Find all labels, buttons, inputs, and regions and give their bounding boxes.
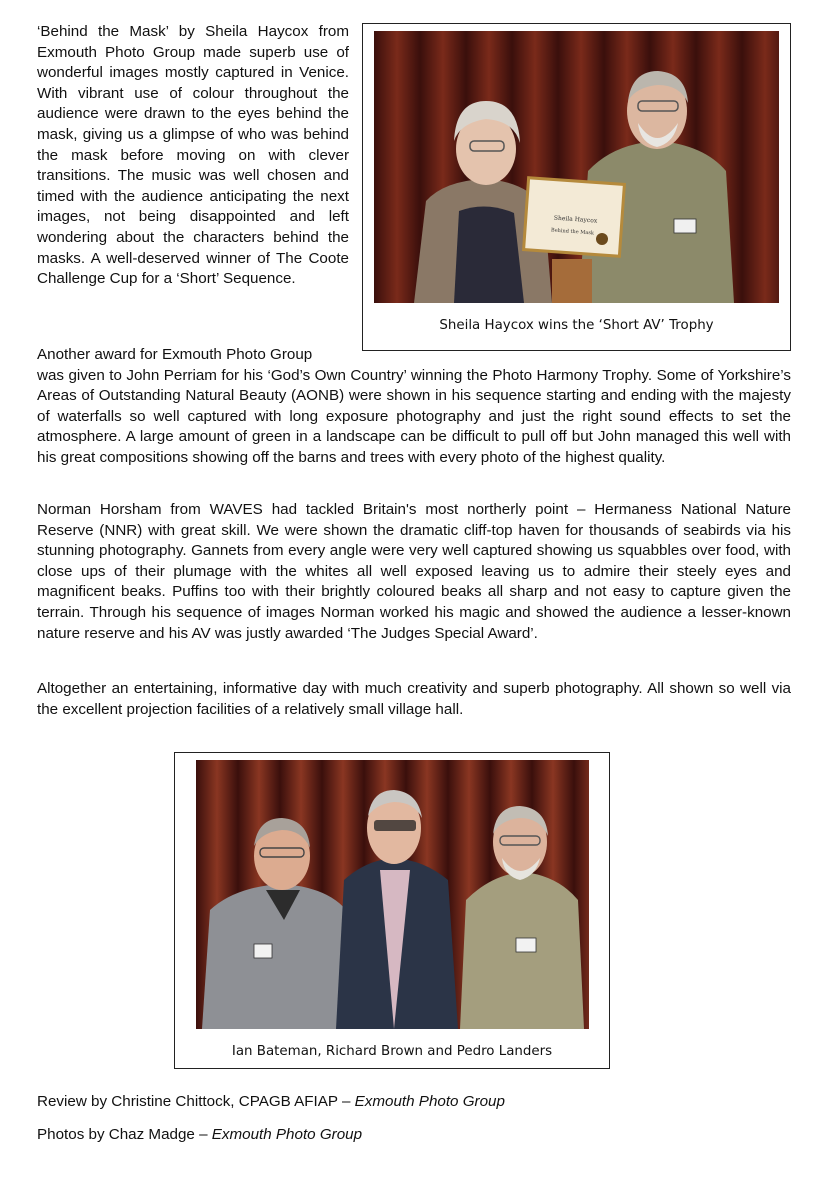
photo-illustration: [374, 31, 779, 303]
photo-credit-text: Photos by Chaz Madge –: [37, 1126, 212, 1143]
figure-caption-2: Ian Bateman, Richard Brown and Pedro Landers: [231, 1044, 553, 1059]
paragraph-gods-own-country: [37, 345, 791, 469]
review-credit-text: Review by Christine Chittock, CPAGB AFIAP –: [37, 1093, 355, 1110]
certificate-title: Behind the Mask: [550, 227, 595, 237]
figure-sheila-haycox: [362, 23, 791, 351]
trophy-base: [552, 259, 592, 303]
paragraph-lead-line: Another award for Exmouth Photo Group: [37, 346, 313, 363]
figure-group-photo: [174, 752, 610, 1069]
certificate-name: Sheila Haycox: [553, 214, 598, 225]
paragraph-conclusion: Altogether an entertaining, informative day with much creativity and superb photography. All shown so well via the excellent projection facilities of a relatively small village hall.: [37, 680, 791, 718]
photo-trophy-presentation: [374, 31, 779, 303]
review-credit: [37, 1093, 505, 1110]
paragraph-hermaness: Norman Horsham from WAVES had tackled Britain's most northerly point – Hermaness National Nature Reserve (NNR) with great skill. We were shown the dramatic cliff-top haven for thousands of seabirds via his stunning photography. Gannets from every angle were very well captured showing us squabbles over food, with close ups of their plumage with the whites all well exposed leaving us to admire their steely eyes and magnificent beaks. Puffins too with their brightly coloured beaks all sharp and not easy to capture given the terrain. Through his sequence of images Norman worked his magic and showed the audience a lesser-known nature reserve and his AV was justly awarded ‘The Judges Special Award’.: [37, 501, 791, 642]
photo-credit-group: Exmouth Photo Group: [211, 1126, 363, 1143]
figure-caption-1: Sheila Haycox wins the ‘Short AV’ Trophy: [439, 318, 714, 333]
paragraph-behind-the-mask: ‘Behind the Mask’ by Sheila Haycox from Exmouth Photo Group made superb use of wonderful images mostly captured in Venice. With vibrant use of colour throughout the audience were drawn to the eyes behind the mask, giving us a glimpse of who was behind the mask before moving on with clever transitions. The music was well chosen and timed with the audience anticipating the next images, not being disappointed and left wondering about the characters behind the masks. A well-deserved winner of The Coote Challenge Cup for a ‘Short’ Sequence.: [37, 23, 349, 288]
photo-credit: [37, 1126, 362, 1143]
photo-three-men: [196, 760, 589, 1029]
review-credit-group: Exmouth Photo Group: [354, 1093, 505, 1110]
photo-illustration: [196, 760, 589, 1029]
paragraph-body: was given to John Perriam for his ‘God’s Own Country’ winning the Photo Harmony Trophy. Some of Yorkshire’s Areas of Outstanding Natural Beauty (AONB) were shown in his sequence starting and ending with the majesty of waterfalls so well captured with long exposure photography and just the right sound effects to set the atmosphere. A large amount of green in a landscape can be difficult to pull off but John managed this well with his great compositions showing off the barns and trees with every photo of the highest quality.: [37, 366, 791, 466]
certificate: [524, 178, 625, 257]
